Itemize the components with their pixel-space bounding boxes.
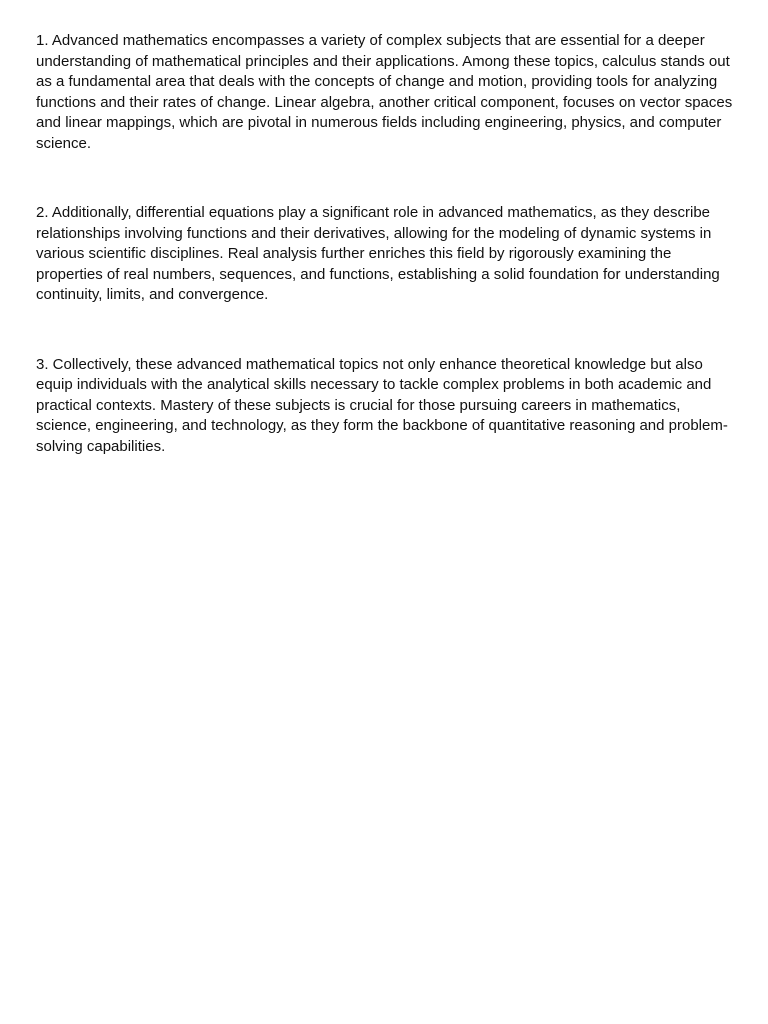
- paragraph-1: 1. Advanced mathematics encompasses a variety of complex subjects that are essential for a deeper understanding of mathematical principles and their applications. Among these topics, calculus stands out as a fundamental area that deals with the concepts of change and motion, providing tools for analyzing functions and their rates of change. Linear algebra, another critical component, focuses on vector spaces and linear mappings, which are pivotal in numerous fields including engineering, physics, and computer science.: [36, 32, 733, 152]
- paragraph-3: 3. Collectively, these advanced mathematical topics not only enhance theoretical knowledge but also equip individuals with the analytical skills necessary to tackle complex problems in both academic and practical contexts. Mastery of these subjects is crucial for those pursuing careers in mathematics, science, engineering, and technology, as they form the backbone of quantitative reasoning and problem-solving capabilities.: [36, 355, 728, 455]
- paragraph-2: 2. Additionally, differential equations play a significant role in advanced mathematics, as they describe relationships involving functions and their derivatives, allowing for the modeling of dynamic systems in various scientific disciplines. Real analysis further enriches this field by rigorously examining the properties of real numbers, sequences, and functions, establishing a solid foundation for understanding continuity, limits, and convergence.: [36, 204, 720, 303]
- document-page: [36, 31, 736, 457]
